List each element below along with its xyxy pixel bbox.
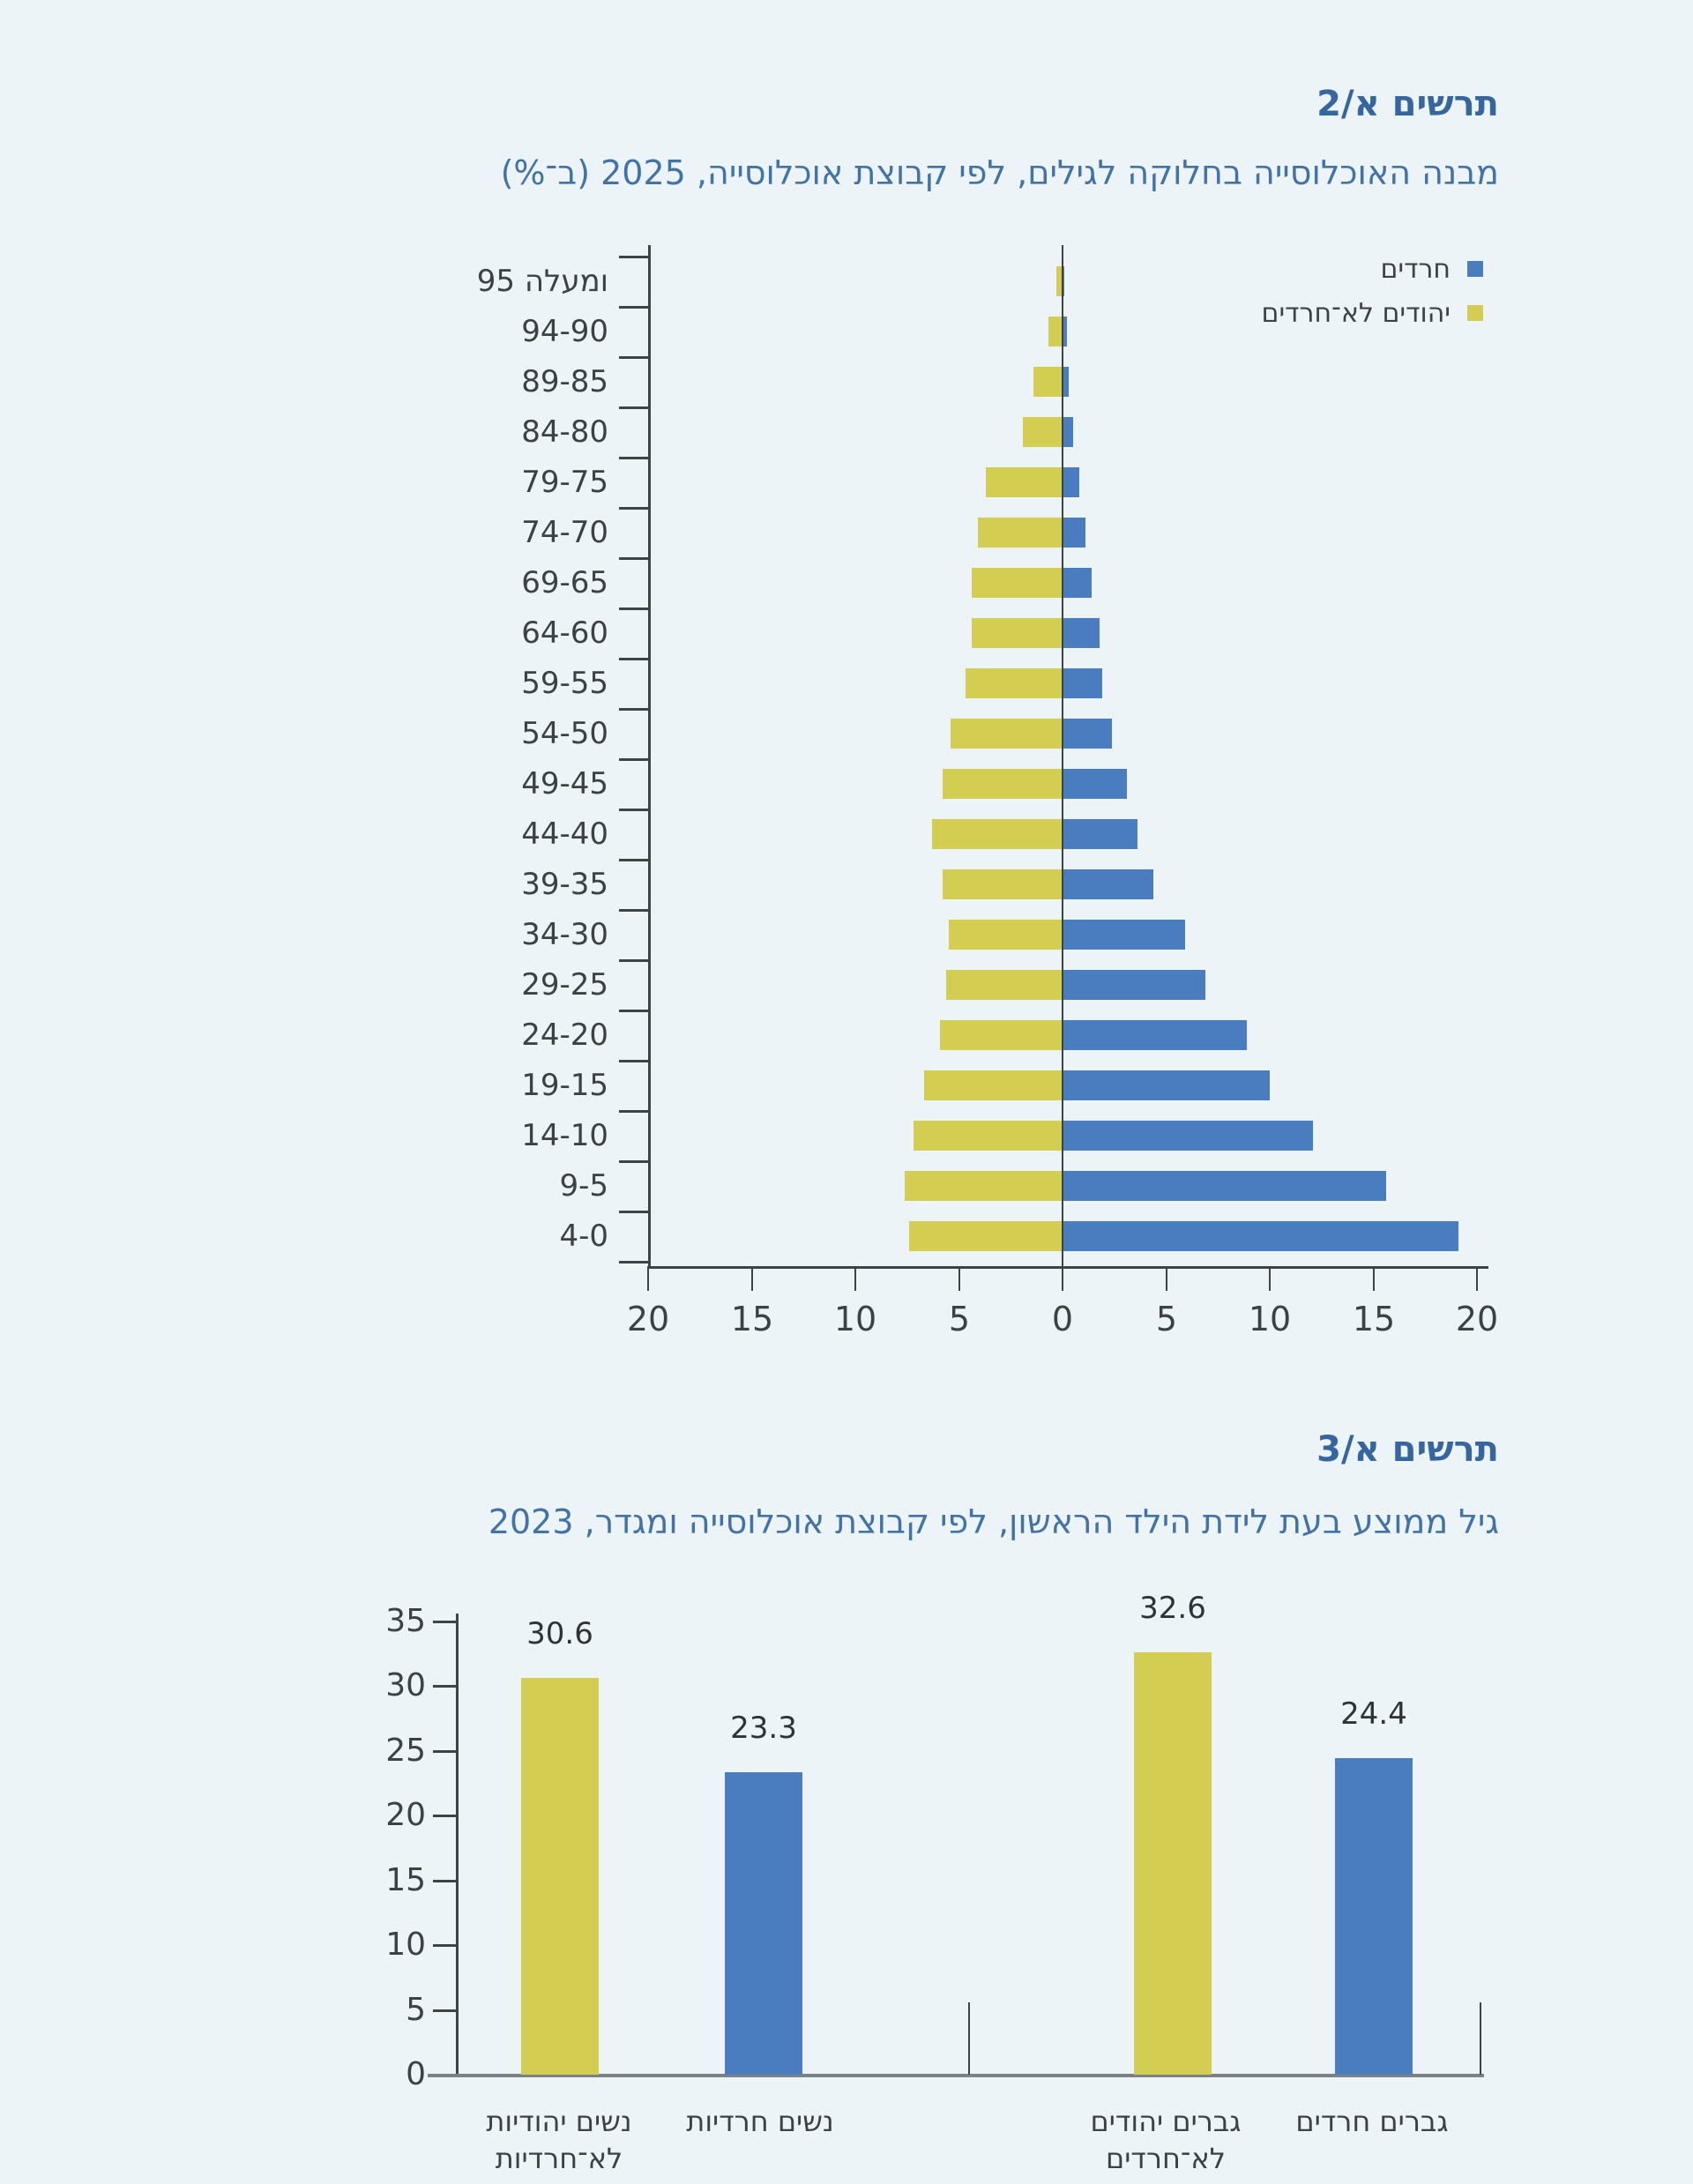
x-tick-label: 20 [626,1300,670,1338]
age-label: 54-50 [521,716,608,751]
age-label: 49-45 [521,766,608,801]
age-label: 59-55 [521,666,608,701]
y-tick-label: 25 [385,1733,426,1769]
age-label: 29-25 [521,967,608,1003]
y-axis [456,1614,459,2075]
bar-value-label: 23.3 [730,1711,797,1746]
y-tick-label: 10 [385,1927,426,1963]
x-tick-label: 0 [1051,1300,1074,1338]
x-tick-label: 15 [730,1300,774,1338]
category-label: לא־חרדיות [495,2142,623,2175]
age-label: 94-90 [521,314,608,349]
y-tick-label: 35 [385,1603,426,1639]
chart2-title: תרשים א/3 [1316,1428,1499,1470]
age-label: 44-40 [521,816,608,852]
chart2-subtitle: גיל ממוצע בעת לידת הילד הראשון, לפי קבוצת אוכלוסייה ומגדר, 2023 [488,1502,1499,1541]
age-label: 19-15 [521,1068,608,1103]
age-label: 69-65 [521,565,608,600]
category-label: גברים יהודים [1090,2105,1242,2138]
y-axis-tick [433,2009,456,2012]
x-tick-label: 10 [833,1300,877,1338]
category-label: גברים חרדים [1295,2105,1449,2138]
bar-value-label: 32.6 [1139,1591,1206,1626]
y-axis-tick [433,1685,456,1688]
y-tick-label: 30 [385,1667,426,1703]
age-label: 64-60 [521,615,608,651]
category-label: לא־חרדים [1106,2142,1226,2175]
x-tick-label: 5 [1155,1300,1178,1338]
value-bar [725,1772,802,2075]
value-bar [1335,1758,1413,2075]
group-separator [1480,2002,1481,2075]
x-tick-label: 10 [1248,1300,1292,1338]
category-label: נשים יהודיות [486,2105,632,2138]
value-bar [521,1678,599,2075]
chart1-subtitle: מבנה האוכלוסייה בחלוקה לגילים, לפי קבוצת אוכלוסייה, 2025 (ב־%) [500,153,1499,192]
y-tick-label: 15 [385,1862,426,1898]
age-label: 79-75 [521,465,608,500]
x-tick-label: 15 [1352,1300,1396,1338]
y-tick-label: 5 [406,1992,426,2028]
value-bar [1134,1652,1212,2075]
y-axis-tick [433,1621,456,1623]
x-tick-label: 20 [1455,1300,1499,1338]
bar-value-label: 24.4 [1340,1696,1407,1732]
y-axis-tick [433,1944,456,1947]
age-label: 95 ומעלה [476,264,608,299]
y-axis-tick [433,1880,456,1882]
age-label: 4-0 [559,1219,608,1254]
age-label: 39-35 [521,867,608,902]
group-separator [968,2002,970,2075]
age-label: 34-30 [521,917,608,952]
x-tick-label: 5 [948,1300,971,1338]
legend-label-haredim: חרדים [1380,254,1451,285]
y-axis-tick [433,1750,456,1753]
category-label: נשים חרדיות [686,2105,834,2138]
y-axis-tick [433,1815,456,1817]
legend-label-non-haredi-jews: יהודים לא־חרדים [1261,298,1451,329]
age-label: 9-5 [559,1168,608,1204]
y-tick-label: 20 [385,1797,426,1833]
age-label: 89-85 [521,364,608,399]
age-label: 84-80 [521,414,608,450]
y-tick-label: 0 [406,2056,426,2092]
age-label: 24-20 [521,1017,608,1053]
age-label: 74-70 [521,515,608,550]
chart1-title: תרשים א/2 [1316,83,1499,124]
bar-value-label: 30.6 [526,1616,593,1651]
age-label: 14-10 [521,1118,608,1153]
